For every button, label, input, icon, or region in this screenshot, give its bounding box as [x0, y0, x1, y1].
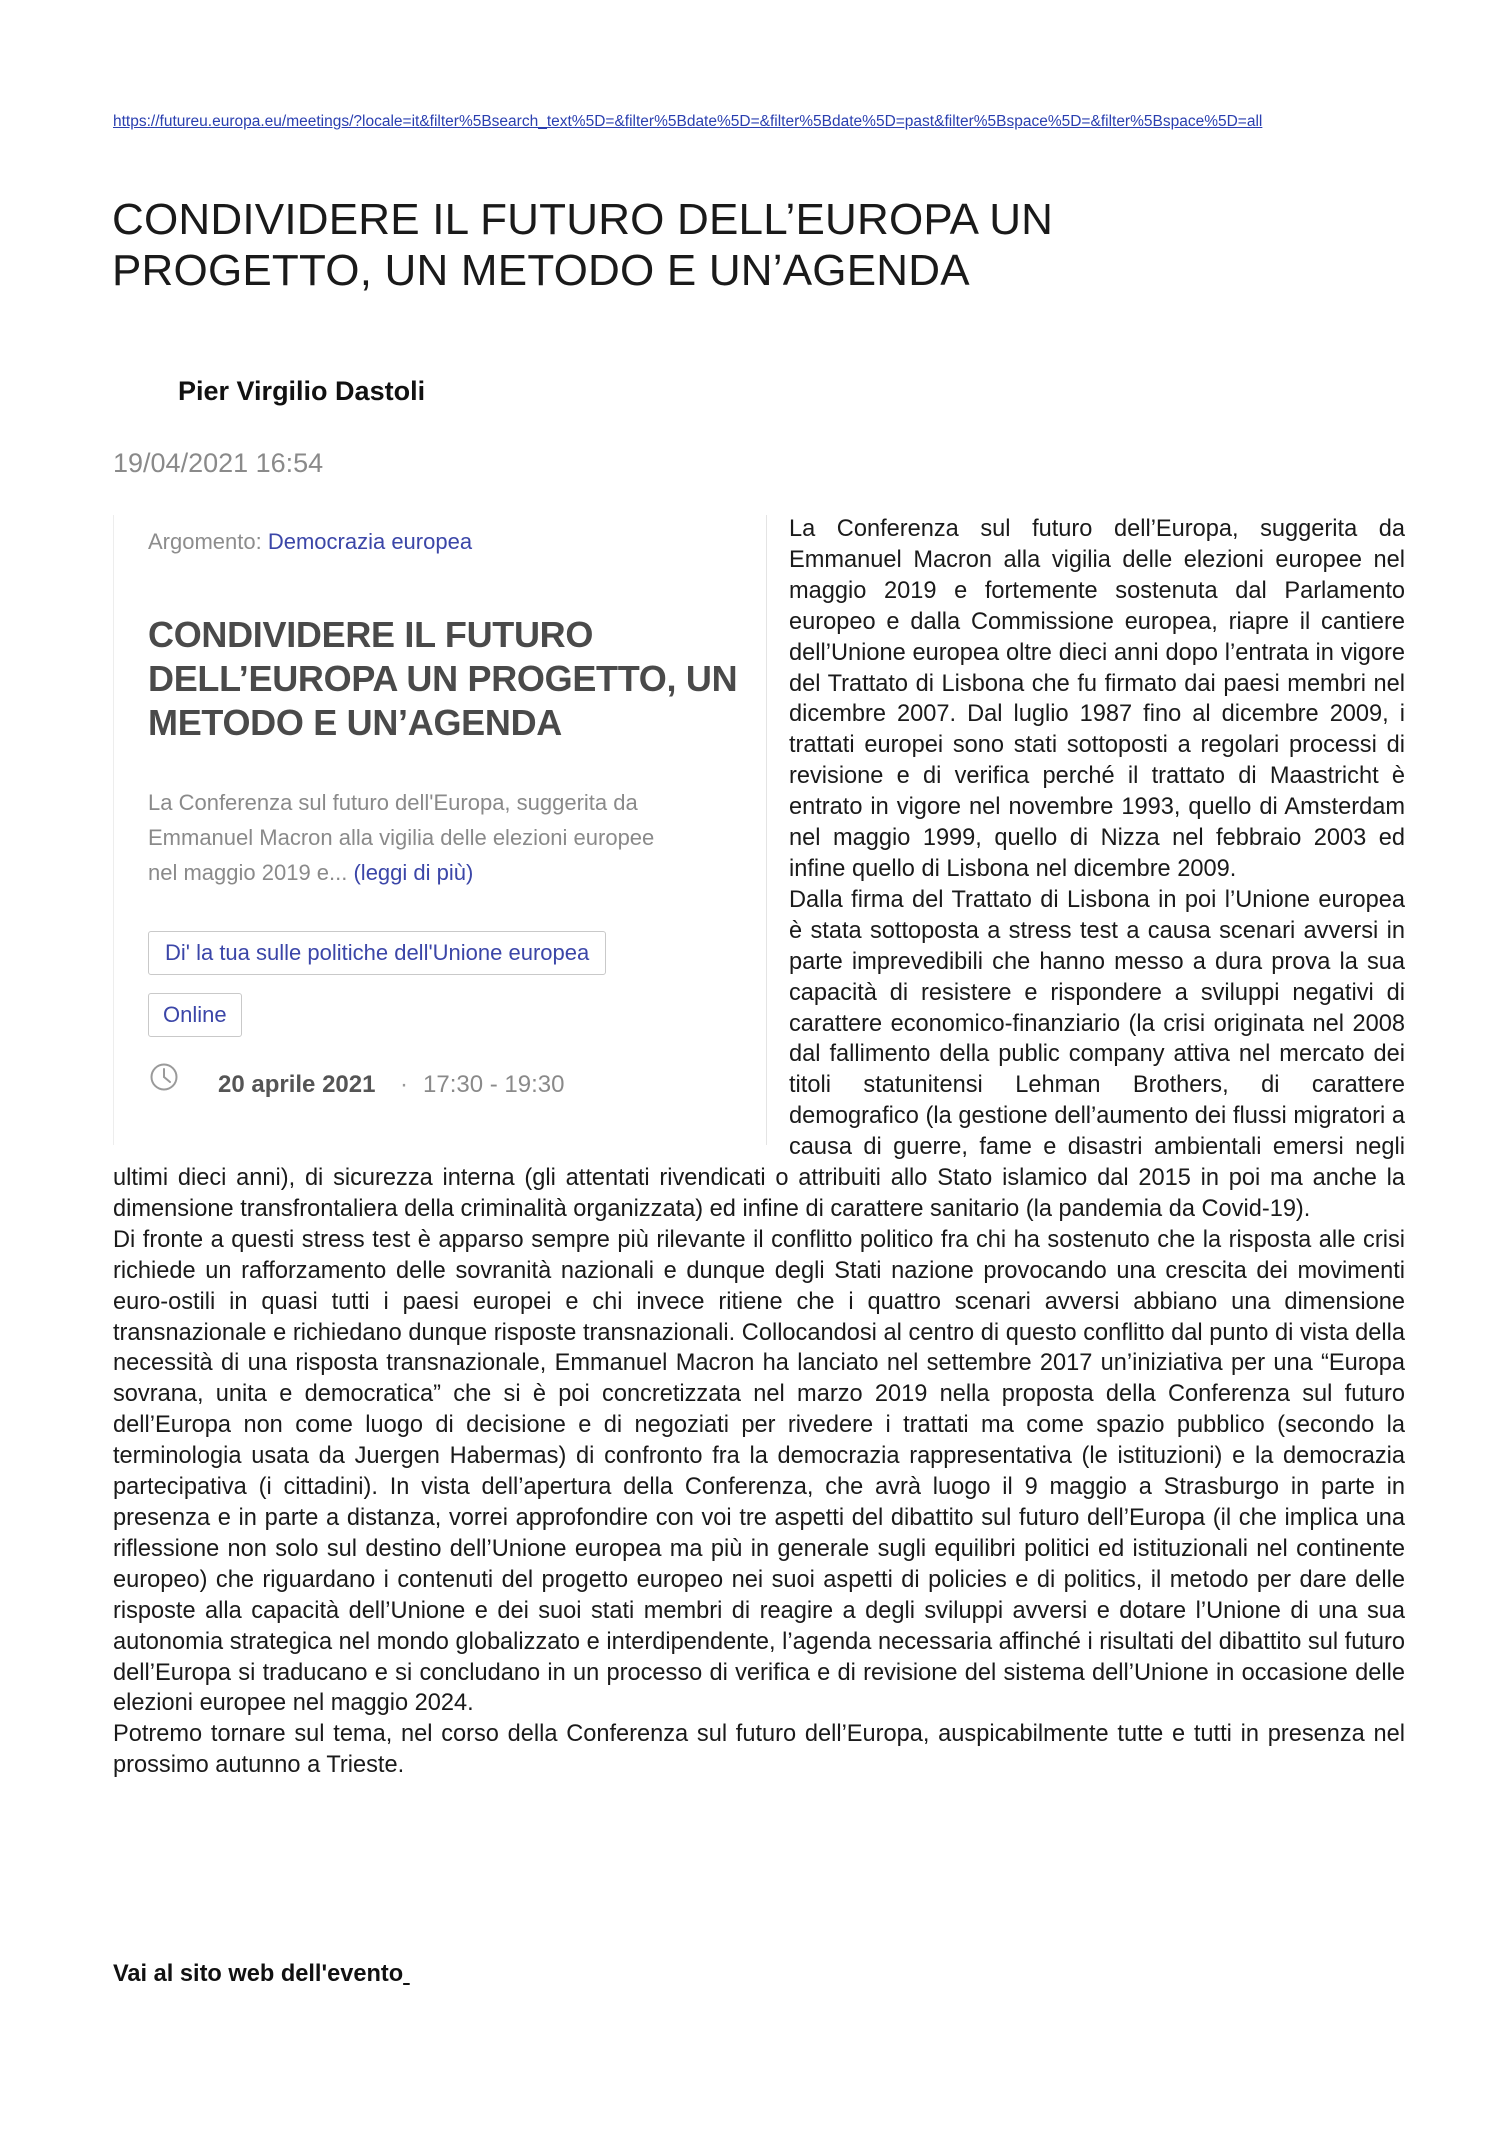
clock-icon [148, 1061, 180, 1093]
page-title [112, 194, 1362, 296]
publish-datetime: 19/04/2021 16:54 [113, 448, 324, 478]
card-title-line-3: METODO E UN’AGENDA [148, 702, 562, 743]
paragraph-2: Dalla firma del Trattato di Lisbona in poi l’Unione europea è stata sottoposta a stress test a causa scenari avversi in parte imprevedibili che hanno messo a dura prova la sua capacità di resistere e rispondere a sviluppi negativi di carattere economico-finanziario (la crisi originata nel 2008 dal fallimento della public company attiva nel mercato dei titoli statunitensi Lehman Brothers, di carattere demografico (la gestione dell’aumento dei flussi migratori a causa di guerre, fame e disastri ambientali emersi negli ultimi dieci anni), di sicurezza interna (gli attentati rivendicati o attribuiti allo Stato islamico dal 2015 in poi ma anche la dimensione transfrontaliera della criminalità organizzata) ed infine di carattere sanitario (la pandemia da Covid-19). [113, 886, 1405, 1222]
event-website-link[interactable] [113, 1961, 413, 1988]
link-underline [403, 1961, 413, 1988]
card-topic [148, 527, 472, 558]
title-line-1: CONDIVIDERE IL FUTURO DELL’EUROPA UN [112, 195, 1054, 244]
event-date: 20 aprile 2021 [218, 1071, 376, 1098]
card-excerpt-line-2: Emmanuel Macron alla vigilia delle elezioni europee [148, 825, 655, 850]
card-excerpt-line-3: nel maggio 2019 e... [148, 860, 354, 885]
online-pill[interactable]: Online [148, 993, 242, 1037]
card-title-line-2: DELL’EUROPA UN PROGETTO, UN [148, 658, 738, 699]
card-excerpt-line-1: La Conferenza sul futuro dell'Europa, suggerita da [148, 790, 638, 815]
card-topic-link[interactable]: Democrazia europea [267, 529, 473, 554]
category-pill[interactable]: Di' la tua sulle politiche dell'Unione europea [148, 931, 606, 975]
title-line-2: PROGETTO, UN METODO E UN’AGENDA [112, 246, 970, 295]
paragraph-1: La Conferenza sul futuro dell’Europa, suggerita da Emmanuel Macron alla vigilia delle elezioni europee nel maggio 2019 e fortemente sostenuta dal Parlamento europeo e dalla Commissione europea, riapre il cantiere dell’Unione europea oltre dieci anni dopo l’entrata in vigore del Trattato di Lisbona che fu firmato dai paesi membri nel dicembre 2007. Dal luglio 1987 fino al dicembre 2009, i trattati europei sono stati sottoposti a regolari processi di revisione e di verifica perché il trattato di Maastricht è entrato in vigore nel novembre 1993, quello di Amsterdam nel maggio 1999, quello di Nizza nel febbraio 2003 ed infine quello di Lisbona nel dicembre 2009. [789, 516, 1405, 882]
read-more-link[interactable]: (leggi di più) [353, 860, 474, 885]
event-time: 17:30 - 19:30 [423, 1071, 565, 1098]
author-name: Pier Virgilio Dastoli [178, 376, 426, 406]
card-topic-label: Argomento: [148, 529, 268, 554]
card-title [148, 613, 748, 745]
event-card-screenshot [113, 515, 767, 1145]
card-title-line-1: CONDIVIDERE IL FUTURO [148, 614, 594, 655]
card-excerpt [148, 785, 738, 890]
date-time-separator: · [400, 1071, 408, 1098]
source-url-link[interactable]: https://futureu.europa.eu/meetings/?locale=it&filter%5Bsearch_text%5D=&filter%5Bdate%5D=&filter%5Bdate%5D=past&filter%5Bspace%5D=&filter%5Bspace%5D=all [113, 113, 1263, 130]
event-website-link-label[interactable]: Vai al sito web dell'evento [113, 1961, 404, 1987]
paragraph-4: Potremo tornare sul tema, nel corso della Conferenza sul futuro dell’Europa, auspicabilmente tutte e tutti in presenza nel prossimo autunno a Trieste. [113, 1721, 1405, 1779]
article-body [113, 514, 1405, 1781]
paragraph-3: Di fronte a questi stress test è apparso sempre più rilevante il conflitto politico fra chi ha sostenuto che la risposta alle crisi richiede un rafforzamento delle sovranità nazionali e dunque degli Stati nazione provocando una crescita dei movimenti euro-ostili in quasi tutti i paesi europei e chi invece ritiene che i quattro scenari avversi abbiano una dimensione transnazionale e richiedano dunque risposte transnazionali. Collocandosi al centro di questo conflitto dal punto di vista della necessità di una risposta transnazionale, Emmanuel Macron ha lanciato nel settembre 2017 un’iniziativa per una “Europa sovrana, unita e democratica” che si è poi concretizzata nel marzo 2019 nella proposta della Conferenza sul futuro dell’Europa non come luogo di decisione e di negoziati per rivedere i trattati ma come spazio pubblico (secondo la terminologia usata da Juergen Habermas) di confronto fra la democrazia rappresentativa (le istituzioni) e la democrazia partecipativa (i cittadini). In vista dell’apertura della Conferenza, che avrà luogo il 9 maggio a Strasburgo in parte in presenza e in parte a distanza, vorrei approfondire con voi tre aspetti del dibattito sul futuro dell’Europa (il che implica una riflessione non solo sul destino dell’Unione europea ma più in generale sugli equilibri politici ed istituzionali nel continente europeo) che riguardano i contenuti del progetto europeo nei suoi aspetti di policies e di politics, il metodo per dare delle risposte alla capacità dell’Unione e dei suoi stati membri di reagire a degli sviluppi avversi e dotare l’Unione di una sua autonomia strategica nel mondo globalizzato e interdipendente, l’agenda necessaria affinché i risultati del dibattito sul futuro dell’Europa si traducano e si concludano in un processo di verifica e di revisione del sistema dell’Unione in occasione delle elezioni europee nel maggio 2024. [113, 1226, 1405, 1717]
